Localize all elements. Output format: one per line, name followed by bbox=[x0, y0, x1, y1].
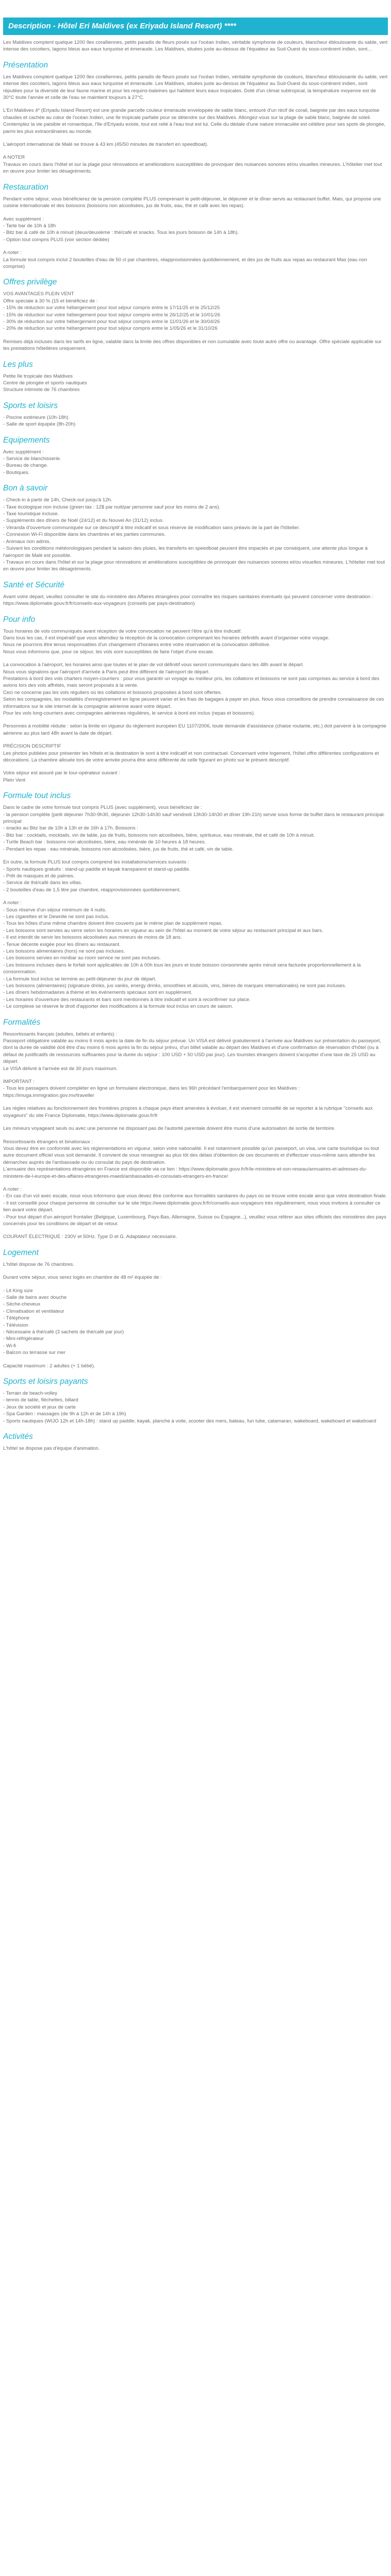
loisirs-paragraph bbox=[3, 414, 388, 428]
restauration-line: Pendant votre séjour, vous bénéficierez de la pension complète PLUS comprenant le petit-déjeuner, le déjeuner et le dîner servis au restaurant buffet. Mais, qui propose une cuisine internationale et des boissons (boissons non alcoolisées, jus de fruits, eau, thé et café avec les repas). bbox=[3, 196, 381, 209]
formalites-section bbox=[3, 1018, 388, 1241]
equipements-line: - Bureau de change. bbox=[3, 463, 48, 469]
sante-section bbox=[3, 580, 388, 607]
restauration-line: La formule tout compris inclut 2 bouteilles d'eau de 50 cl par chambres, réapprovisionnées quotidiennement, et des jus de fruits aux repas au restaurant Mas (eau non comprise) bbox=[3, 257, 367, 269]
logement-line: - Lit King size bbox=[3, 1287, 33, 1294]
offres-heading: Offres privilège bbox=[3, 278, 57, 287]
formule-line: - 2 bouteilles d'eau de 1,5 litre par chambre, réapprovisionnées quotidiennement. bbox=[3, 887, 181, 893]
formule-line: - Tenue décente exigée pour les dîners au restaurant. bbox=[3, 941, 121, 947]
info-line: PRÉCISION DESCRIPTIF bbox=[3, 743, 61, 750]
formule-line: - Bitz bar : cocktails, mocktails, vin de table, jus de fruits, boissons non alcoolisées, bière, spiritueux, eau minérale, thé et café de 10h à minuit. bbox=[3, 832, 315, 838]
formalites-line: L'annuaire des représentations étrangères en France est disponible via ce lien : https://www.diplomatie.gouv.fr/fr/le-ministere-et-son-reseau/annuaires-et-adresses-du-ministere-de-l-europe-et-des-affaires-etrangeres-maedi/ambassades-et-consulats-etrangers-en-france/ bbox=[3, 1166, 367, 1179]
formalites-line: Le VISA délivré à l'arrivée est de 30 jours maximum. bbox=[3, 1065, 118, 1072]
sante-paragraph bbox=[3, 594, 388, 607]
description-paragraph bbox=[3, 39, 388, 53]
info-line: Personnes à mobilité réduite : selon la limite en vigueur du règlement européen EU 1107/2006, toute demande d'assistance (chaise roulante, etc.) doit parvenir à la compagnie aérienne au plus tard 48h avant la date de départ. bbox=[3, 723, 386, 736]
formalites-paragraph bbox=[3, 1125, 388, 1132]
plus-line: Centre de plongée et sports nautiques bbox=[3, 380, 87, 386]
info-line: Prestations à bord des vols charters moyen-courriers : pour vous garantir un voyage au meilleur prix, les collations et boissons ne sont pas comprises au service à bord des avions lors des vols affrétés, mais seront proposés à la vente. bbox=[3, 675, 380, 689]
logement-heading: Logement bbox=[3, 1248, 39, 1257]
activites-line: L'hôtel se dispose pas d'équipe d'animation. bbox=[3, 1446, 100, 1452]
offres-line: Offre spéciale à 30 % (15 et bénéficiez de : bbox=[3, 298, 98, 304]
formalites-line: Ressortissants français (adultes, bébés et enfants) : bbox=[3, 1031, 117, 1037]
presentation-line: L'Eri Maldives 4* (Eriyadu Island Resort) est une grande parcelle couleur émeraude enveloppée de sable blanc, entouré d'un récif de corail, baignée par des eaux turquoise chaudes et cachée au cœur de l'océan Indien, une île tropicale parfaite pour se détendre sur des Maldives. Allongez-vous sur la plage de sable blanc, baignée de soleil. Contemplez la vie paisible et romantique, l'île d'Eriyadu existe, tout est relié à l'eau tout est lui. Celle du dédale d'une nature immaculée est célèbre pour ses spots de plongée, parmi les plus extraordinaires au monde. bbox=[3, 108, 386, 134]
restauration-line: - Option tout compris PLUS (voir section dédiée) bbox=[3, 236, 109, 243]
logement-line: - Climatisation et ventilateur bbox=[3, 1308, 64, 1314]
formule-paragraph bbox=[3, 804, 388, 853]
formalites-line: - Il est conseillé pour chaque personne de consulter sur le site https://www.diplomatie.gouv.fr/fr/conseils-aux-voyageurs très régulièrement, nous vous invitons à consulter ce lien avant votre départ. bbox=[3, 1200, 381, 1213]
info-line: Nous vous signalons que l'aéroport d'arrivée à Paris peut être différent de l'aéroport de départ. bbox=[3, 669, 210, 675]
formalites-line: - En cas d'un vol avec escale, nous vous informons que vous devez être conforme aux formalités sanitaires du pays où se trouve votre escale ainsi que votre destination finale. bbox=[3, 1193, 387, 1199]
logement-section bbox=[3, 1248, 388, 1369]
sports-section bbox=[3, 1377, 388, 1425]
presentation-paragraph bbox=[3, 154, 388, 175]
offres-line: - 15% de réduction sur votre hébergement pour tout séjour compris entre le 17/11/25 et le 25/12/25 bbox=[3, 305, 220, 311]
formule-line: - Pendant les repas : eau minérale, boissons non alcoolisées, bière, jus de fruits, thé et café, vin de table. bbox=[3, 846, 234, 852]
info-line: Nous ne pourrons être tenus responsables d'un changement d'horaires entre votre réservation et la convocation définitive. bbox=[3, 642, 271, 648]
formule-line: - snacks au Bitz bar de 10h à 13h et de 16h à 17h. Boissons : bbox=[3, 825, 138, 832]
sports-heading: Sports et loisirs payants bbox=[3, 1377, 88, 1386]
formule-section bbox=[3, 791, 388, 1010]
page bbox=[0, 18, 391, 1452]
formalites-line: - Tous les passagers doivent compléter en ligne un formulaire électronique, dans les 96h précédant l'embarquement pour les Maldives : https://imuga.immigration.gov.mv/traveller bbox=[3, 1086, 300, 1098]
formalites-line: COURANT ÉLECTRIQUE : 230V et 50Hz. Type D et G. Adaptateur nécessaire. bbox=[3, 1234, 177, 1240]
savoir-line: - Véranda d'ouverture communiquée sur ce descriptif à titre indicatif et sous réserve de modification sans préavis de la part de l'hôtelier. bbox=[3, 524, 300, 531]
offres-section bbox=[3, 277, 388, 352]
info-paragraph bbox=[3, 743, 388, 764]
formule-line: - Les boissons sont servies au verre selon les horaires en vigueur au sein de l'hôtel au moment de votre séjour au restaurant principal et aux bars. bbox=[3, 927, 323, 934]
logement-line: - Wi-fi bbox=[3, 1343, 17, 1349]
formalites-paragraph bbox=[3, 1105, 388, 1119]
logement-line: L'hôtel dispose de 76 chambres. bbox=[3, 1261, 74, 1267]
formule-line: - Sous réserve d'un séjour minimum de 4 nuits. bbox=[3, 907, 107, 913]
restauration-section bbox=[3, 182, 388, 270]
formalites-line: Ressortissants étrangers et binationaux : bbox=[3, 1139, 93, 1145]
offres-line: Remises déjà incluses dans les tarifs en ligne, valable dans la limite des offres disponibles et non cumulable avec toute autre offre ou avantage. Offre spéciale applicable sur les prestations hôtelières uniquement. bbox=[3, 338, 382, 352]
restauration-line: Avec supplément : bbox=[3, 216, 44, 222]
savoir-line: - Suivant les conditions météorologiques pendant la saison des pluies, les transferts en speedboat peuvent être impactés et par conséquent, une attente plus longue à l'aéroport de Malé est possible. bbox=[3, 546, 368, 558]
logement-paragraph bbox=[3, 1363, 388, 1369]
formalites-line: - Pour tout départ d'un aéroport frontalier (Belgique, Luxembourg, Pays-Bas, Allemagne, Suisse ou Espagne...), veuillez vous référer aux sites officiels des ministères des pays concernés pour les conditions de départ et de retour. bbox=[3, 1214, 386, 1227]
formalites-line: Les règles relatives au fonctionnement des frontières propres à chaque pays étant amenées à évoluer, il est vivement conseillé de se reporter à la rubrique "conseils aux voyageurs" du site France Diplomatie, https://www.diplomatie.gouv.fr/fr bbox=[3, 1106, 373, 1118]
restauration-line: A noter : bbox=[3, 250, 22, 256]
formule-line: - Prêt de masques et de palmes. bbox=[3, 873, 75, 879]
formalites-paragraph bbox=[3, 1233, 388, 1240]
sante-line: Avant votre départ, veuillez consulter le site du ministère des Affaires étrangères pour connaître les risques sanitaires éventuels qui peuvent concerner votre destination : https://www.diplomatie.gouv.fr/fr/conseils-aux-voyageurs (conseils par pays-destination) bbox=[3, 594, 373, 607]
savoir-line: - Connexion Wi-Fi disponible dans les chambres et les parties communes. bbox=[3, 532, 166, 538]
info-line: Plein Vent bbox=[3, 777, 26, 783]
logement-line: - Salle de bains avec douche bbox=[3, 1295, 67, 1300]
info-paragraph bbox=[3, 723, 388, 737]
info-line: Dans tous les cas, il est impératif que vous attendiez la réception de la convocation comprenant les horaires définitifs avant d'organiser votre voyage. bbox=[3, 635, 330, 641]
info-line: Pour les vols long-courriers avec compagnies aériennes régulières, le service à bord est inclus (repas et boissons). bbox=[3, 710, 255, 716]
offres-paragraph bbox=[3, 291, 388, 332]
presentation-line: L'aéroport international de Malé se trouve à 43 km (45/50 minutes de transfert en speedboat). bbox=[3, 142, 208, 148]
presentation-line: A NOTER bbox=[3, 155, 25, 161]
info-line: Selon les compagnies, les modalités d'enregistrement en ligne peuvent varier et les frais de bagages à payer en plus. Nous vous conseillons de prendre connaissance de ces informations sur le site internet de la compagnie aérienne avant votre départ. bbox=[3, 697, 384, 709]
savoir-heading: Bon à savoir bbox=[3, 484, 48, 493]
formule-line: - Les boissons (alimentaires) (signature drinks, jus variés, energy drinks, smoothies et alcools, vins, bières de marques internationales) ne sont pas incluses. bbox=[3, 983, 346, 989]
restauration-paragraph bbox=[3, 249, 388, 270]
loisirs-line: - Piscine extérieure (10h-18h) bbox=[3, 414, 69, 420]
savoir-line: - Taxe touristique incluse. bbox=[3, 511, 59, 517]
formule-line: - Les horaires d'ouverture des restaurants et bars sont mentionnés à titre indicatif et sont à reconfirmer sur place. bbox=[3, 996, 251, 1003]
formalites-line: IMPORTANT : bbox=[3, 1079, 35, 1085]
formule-line: - Service de thé/café dans les villas. bbox=[3, 880, 83, 886]
logement-paragraph bbox=[3, 1287, 388, 1357]
equipements-line: - Boutiques. bbox=[3, 469, 30, 476]
sports-line: - Jeux de société et jeux de carte bbox=[3, 1404, 76, 1410]
restauration-line: - Tarte bar de 10h à 18h bbox=[3, 223, 56, 229]
presentation-section bbox=[3, 60, 388, 175]
sports-line: - Sports nautiques (WIJO 12h et 14h-18h) : stand up paddle, kayak, planche à voile, scooter des mers, bateau, fun tube, catamaran, wakeboard, wakeboard et wakeboard bbox=[3, 1418, 377, 1424]
formule-line: - Il est interdit de servir les boissons alcoolisées aux mineurs de moins de 18 ans. bbox=[3, 935, 182, 941]
sports-paragraph bbox=[3, 1390, 388, 1425]
formule-line: - la pension complète (petit déjeuner 7h30-9h30, déjeuner 12h30-14h30 sauf vendredi 13h30-14h30 et dîner 19h-21h) servie sous forme de buffet dans le restaurant principal. bbox=[3, 811, 385, 818]
info-line: Nous vous informons que, pour ce séjour, les vols sont susceptibles de faire l'objet d'une escale. bbox=[3, 649, 214, 655]
description-line: Les Maldives comptent quelque 1200 îles coralliennes, petits paradis de fleurs posés sur l'océan Indien, véritable symphonie de couleurs, blancheur éblouissante du sable, vert intense des cocotiers, lagons bleus aux eaux turquoise et émeraude. Les Maldives, situées juste au-dessus de l'équateur au Sud-Ouest du sous-continent indien, sont... bbox=[3, 40, 388, 53]
offres-line: - 15% de réduction sur votre hébergement pour tout séjour compris entre le 26/12/25 et le 10/01/26 bbox=[3, 312, 220, 318]
equipements-paragraph bbox=[3, 449, 388, 477]
info-line: La convocation à l'aéroport, les horaires ainsi que toutes et le plan de vol définitif vous seront communiqués dans les 48h avant le départ. bbox=[3, 662, 304, 668]
logement-paragraph bbox=[3, 1261, 388, 1268]
formalites-line: Passeport obligatoire valable au moins 6 mois après la date de fin du séjour prévue. Un VISA est délivré gratuitement à l'arrivée aux Maldives sur présentation du passeport, dont la durée de validité doit être d'au moins 6 mois après la fin du séjour prévu, d'un billet valable au départ des Maldives et d'une confirmation de réservation d'hôtel (ou à défaut de justificatifs de ressources suffisantes pour la durée du séjour : 100 USD + 50 USD par jour). Les touristes étrangers doivent s'acquitter d'une taxe de 25 USD au départ. bbox=[3, 1038, 381, 1065]
offres-line: - 30% de réduction sur votre hébergement pour tout séjour compris entre le 11/01/26 et le 30/04/26 bbox=[3, 318, 220, 325]
formule-line: principal bbox=[3, 819, 22, 825]
sante-heading: Santé et Sécurité bbox=[3, 580, 64, 589]
presentation-heading: Présentation bbox=[3, 60, 48, 70]
savoir-line: - Animaux non admis. bbox=[3, 538, 51, 545]
sports-line: - Terrain de beach-volley bbox=[3, 1391, 57, 1397]
logement-line: - Nécessaire à thé/café (3 sachets de thé/café par jour) bbox=[3, 1329, 124, 1335]
activites-paragraph bbox=[3, 1445, 388, 1452]
plus-line: Structure intimiste de 76 chambres bbox=[3, 387, 80, 393]
savoir-paragraph bbox=[3, 497, 388, 572]
equipements-section bbox=[3, 435, 388, 477]
savoir-section bbox=[3, 483, 388, 572]
info-line: Tous horaires de vols communiqués avant réception de votre convocation ne peuvent l'être qu'à titre indicatif. bbox=[3, 628, 242, 634]
logement-line: Capacité maximum : 2 adultes (+ 1 bébé). bbox=[3, 1363, 95, 1369]
info-line: Les photos publiées pour présenter les hôtels et la destination le sont à titre indicatif et non contractuel. Concernant votre logement, l'hôtel offre différentes configurations et décorations. La chambre allouée lors de votre arrivée pourra être ainsi différente de celle figurant en photo sur le présent descriptif. bbox=[3, 750, 379, 764]
formule-line: Dans le cadre de votre formule tout compris PLUS (avec supplément), vous bénéficiez de : bbox=[3, 805, 202, 811]
offres-line: VOS AVANTAGES PLEIN VENT bbox=[3, 291, 74, 297]
formule-line: - Les boissons alimentaires (hors) ne sont pas incluses. bbox=[3, 948, 125, 954]
formalites-paragraph bbox=[3, 1139, 388, 1180]
loisirs-line: - Salle de sport équipée (8h-20h) bbox=[3, 421, 76, 428]
loisirs-section bbox=[3, 401, 388, 428]
plus-line: Petite île tropicale des Maldives bbox=[3, 373, 73, 379]
description-section bbox=[3, 39, 388, 53]
formule-line: - Sports nautiques gratuits : stand-up paddle et kayak transparent et stand-up paddle. bbox=[3, 866, 191, 872]
presentation-line: Travaux en cours dans l'hôtel et sur la plage pour rénovations et améliorations susceptibles de provoquer des nuisances sonores et/ou visuelles mineures. L'hôtelier met tout en œuvre pour limiter les désagréments. bbox=[3, 161, 382, 175]
formule-line: - Les dîners hebdomadaires à thème et les événements spéciaux sont en supplément. bbox=[3, 990, 192, 996]
formalites-paragraph bbox=[3, 1186, 388, 1227]
restauration-heading: Restauration bbox=[3, 182, 48, 192]
page-title: Description - Hôtel Eri Maldives (ex Eriyadu Island Resort) **** bbox=[8, 22, 236, 30]
logement-paragraph bbox=[3, 1274, 388, 1281]
formalites-paragraph bbox=[3, 1078, 388, 1099]
formalites-heading: Formalités bbox=[3, 1018, 41, 1027]
sports-line: - Spa Garden : massages (de 9h à 12h et de 14h à 19h) bbox=[3, 1411, 126, 1417]
logement-line: - Téléphone bbox=[3, 1315, 30, 1321]
equipements-heading: Equipements bbox=[3, 435, 50, 445]
info-paragraph bbox=[3, 662, 388, 717]
presentation-paragraph bbox=[3, 107, 388, 135]
formalites-line: Vous devez être en conformité avec les réglementations en vigueur, selon votre nationalité. Il est notamment possible qu'un passeport, un visa, une carte touristique ou tout autre document officiel vous soit demandé. Il convient de vous renseigner au plus tôt des délais d'obtention de ces documents et d'effectuer vous-même sans attendre les démarches auprès de l'ambassade ou du consulat du pays de destination. bbox=[3, 1145, 379, 1165]
formule-line: - Les cigarettes et le Dewnite ne sont pas inclus. bbox=[3, 913, 109, 920]
page-title-banner bbox=[3, 18, 388, 35]
formule-line: - La formule tout inclus se termine au petit-déjeuner du jour de départ. bbox=[3, 976, 157, 982]
formalites-paragraph bbox=[3, 1031, 388, 1072]
formalites-line: A noter : bbox=[3, 1186, 22, 1192]
info-line: Ceci ne concerne pas les vols réguliers où les collations et boissons proposées à bord sont offertes. bbox=[3, 689, 222, 696]
formule-heading: Formule tout inclus bbox=[3, 791, 71, 801]
info-paragraph bbox=[3, 628, 388, 656]
restauration-paragraph bbox=[3, 196, 388, 210]
logement-line: - Balcon ou terrasse sur mer bbox=[3, 1350, 66, 1356]
equipements-line: - Service de blanchisserie. bbox=[3, 456, 61, 462]
logement-line: - Mini-réfrigérateur bbox=[3, 1336, 44, 1342]
formule-line: - Les boissons servies en minibar au room service ne sont pas incluses. bbox=[3, 955, 161, 961]
info-line: Votre séjour est assuré par le tour-opérateur suivant : bbox=[3, 770, 120, 776]
formule-line: En outre, la formule PLUS tout compris comprend les installations/services suivants : bbox=[3, 859, 189, 866]
activites-section bbox=[3, 1432, 388, 1452]
formule-line: A noter : bbox=[3, 900, 22, 906]
plus-section bbox=[3, 360, 388, 394]
restauration-line: - Bitz bar & café de 10h à minuit (deux/deuxième : thé/café et snacks. Tous les jours boisson de 14h à 18h). bbox=[3, 230, 239, 236]
formule-line: - Le complexe se réserve le droit d'apporter des modifications à la formule tout inclus en cours de saison. bbox=[3, 1004, 234, 1010]
formalites-line: Les mineurs voyageant seuls ou avec une personne ne disposant pas de l'autorité parentale doivent être munis d'une autorisation de sortie de territoire. bbox=[3, 1126, 336, 1132]
formule-paragraph bbox=[3, 900, 388, 1010]
formule-line: - Les boissons incluses dans le forfait sont applicables de 10h à 00h tous les jours et toute boisson consommée après minuit sera facturée proportionnellement à la consommation. bbox=[3, 962, 361, 975]
plus-heading: Les plus bbox=[3, 360, 33, 369]
logement-line: - Sèche-cheveux bbox=[3, 1301, 40, 1308]
presentation-paragraph bbox=[3, 141, 388, 148]
loisirs-heading: Sports et loisirs bbox=[3, 401, 58, 410]
savoir-line: - Travaux en cours dans l'hôtel et sur la plage pour rénovations et améliorations susceptibles de provoquer des nuisances sonores et/ou visuelles mineures. L'hôtelier met tout en œuvre pour limiter les désagréments. bbox=[3, 559, 385, 572]
formule-paragraph bbox=[3, 859, 388, 893]
offres-line: - 20% de réduction sur votre hébergement pour tout séjour compris entre le 1/05/26 et le 31/10/26 bbox=[3, 326, 218, 332]
restauration-paragraph bbox=[3, 216, 388, 244]
equipements-line: Avec supplément : bbox=[3, 449, 44, 455]
formule-line: - Turtle Beach bar : boissons non alcoolisées, bière, eau minérale de 10 heures à 18 heures. bbox=[3, 839, 206, 845]
savoir-line: - Suppléments des dîners de Noël (24/12) et du Nouvel An (31/12) inclus. bbox=[3, 518, 164, 524]
offres-paragraph bbox=[3, 338, 388, 352]
sports-line: - tennis de table, fléchettes, billard bbox=[3, 1397, 78, 1403]
info-section bbox=[3, 615, 388, 784]
activites-heading: Activités bbox=[3, 1432, 33, 1442]
savoir-line: - Check-in à partir de 14h, Check-out jusqu'à 12h. bbox=[3, 497, 112, 503]
info-heading: Pour info bbox=[3, 615, 36, 624]
presentation-line: Les Maldives comptent quelque 1200 îles coralliennes, petits paradis de fleurs posés sur l'océan Indien, véritable symphonie de couleurs, blancheur éblouissante du sable, vert intense des cocotiers, lagons bleus aux eaux turquoise et émeraude. Les Maldives, situées juste au-dessus de l'équateur au Sud-Ouest du sous-continent indien, sont réputées pour la diversité de leur faune marine et pour les requins-baleines qui habitent leurs eaux tropicales. Doté d'un climat subtropical, la température moyenne est de 30°C toute l'année et celle de l'eau se maintient toujours à 27°C. bbox=[3, 74, 388, 101]
plus-paragraph bbox=[3, 373, 388, 394]
logement-line: - Télévision bbox=[3, 1322, 28, 1328]
logement-line: Durant votre séjour, vous serez logés en chambre de 48 m² équipée de : bbox=[3, 1275, 162, 1281]
formule-line: - Tous les hôtes d'une même chambre doivent être couverts par le même plan de supplément repas. bbox=[3, 921, 223, 927]
savoir-line: - Taxe écologique non incluse (green tax : 12$ par nuit/par personne sauf pour les moins de 2 ans). bbox=[3, 504, 221, 510]
presentation-paragraph bbox=[3, 74, 388, 101]
info-paragraph bbox=[3, 770, 388, 784]
